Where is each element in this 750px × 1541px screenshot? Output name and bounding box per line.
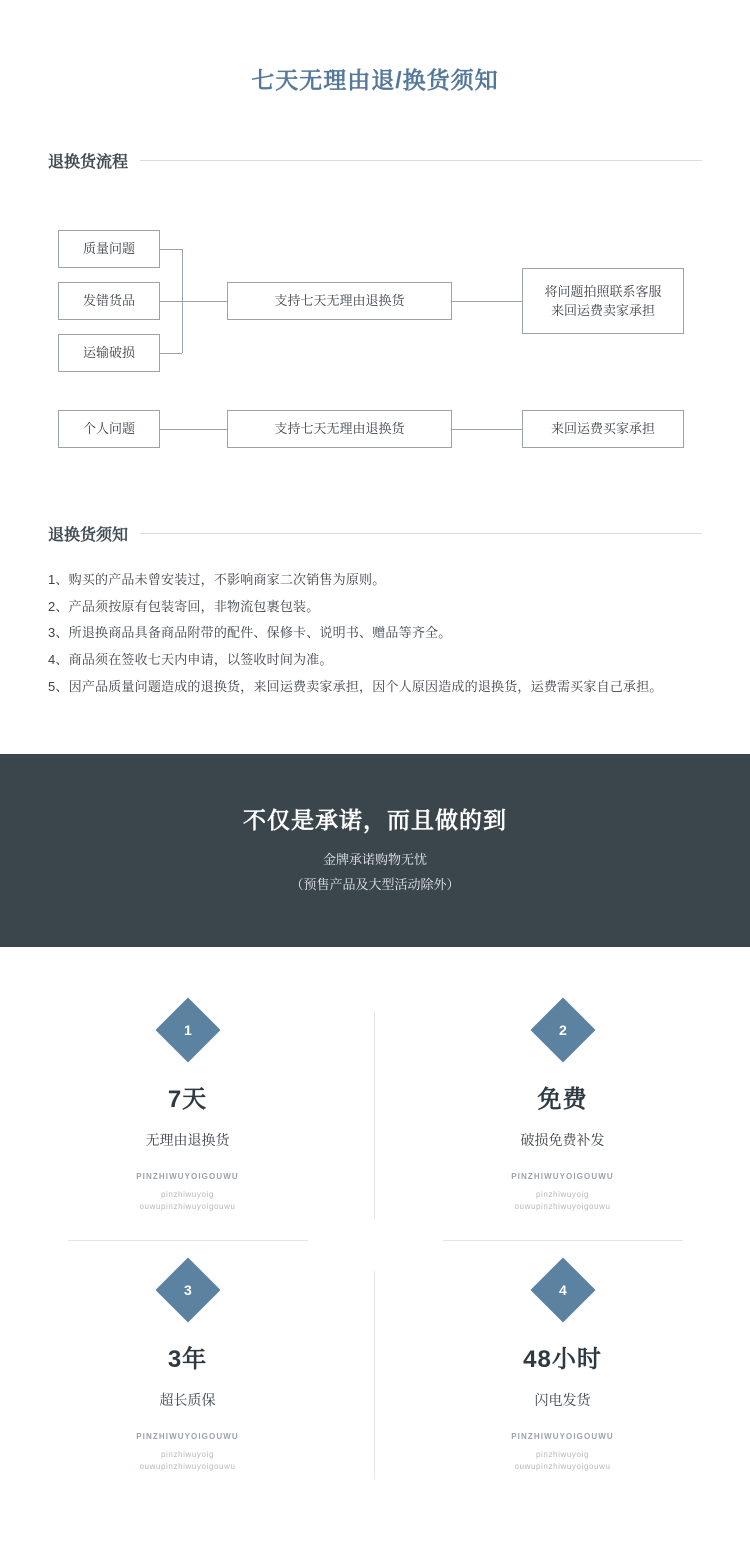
flow-connector (160, 249, 182, 250)
flow-middle-support (227, 282, 452, 320)
promise-number-4: 4 (558, 1282, 567, 1299)
promise-pinyin-line1-2: pinzhiwuyoig (535, 1190, 589, 1200)
promise-desc-1: 无理由退换货 (145, 1132, 230, 1149)
flow-cause-wrong-item (58, 282, 160, 320)
promise-card-3 (0, 1241, 375, 1501)
flow-middle-support-label: 支持七天无理由退换货 (274, 293, 405, 309)
promise-pinyin-line1-1: pinzhiwuyoig (160, 1190, 214, 1200)
flow-cause-quality (58, 230, 160, 268)
promise-desc-3: 超长质保 (159, 1392, 216, 1409)
flow-section-heading (48, 95, 702, 172)
flow-cause-damage (58, 334, 160, 372)
promise-pinyin-line1-3: pinzhiwuyoig (160, 1450, 214, 1460)
promise-desc-2: 破损免费补发 (520, 1132, 605, 1149)
promise-card-2 (375, 981, 750, 1241)
flow-result-seller-pays (522, 268, 684, 334)
promise-pinyin-caps-3: PINZHIWUYOIGOUWU (136, 1432, 239, 1442)
promise-pinyin-caps-4: PINZHIWUYOIGOUWU (511, 1432, 614, 1442)
list-item: 5、因产品质量问题造成的退换货，来回运费卖家承担，因个人原因造成的退换货，运费需买家自己承担。 (48, 678, 663, 694)
heading-divider (140, 160, 702, 161)
promise-title-4: 48小时 (523, 1346, 602, 1374)
promise-desc-4: 闪电发货 (534, 1392, 591, 1409)
promise-pinyin-line2-4: ouwupinzhiwuyoigouwu (514, 1462, 611, 1472)
diamond-badge-icon (155, 1258, 220, 1323)
promise-pinyin-line2-1: ouwupinzhiwuyoigouwu (139, 1202, 236, 1212)
flow-connector (160, 353, 182, 354)
promise-band-note: （预售产品及大型活动除外） (290, 877, 460, 893)
promise-pinyin-caps-1: PINZHIWUYOIGOUWU (136, 1172, 239, 1182)
flow-section-heading-text: 退换货流程 (48, 154, 129, 171)
flow-connector (452, 301, 522, 302)
flow-middle-support-2 (227, 410, 452, 448)
flow-result-line1: 将问题拍照联系客服 (544, 283, 662, 299)
promise-band (0, 754, 750, 947)
promise-card-1 (0, 981, 375, 1241)
flow-result-buyer-pays (522, 410, 684, 448)
list-item: 1、购买的产品未曾安装过，不影响商家二次销售为原则。 (48, 572, 386, 587)
notice-list (48, 567, 702, 700)
promise-number-3: 3 (183, 1282, 192, 1299)
promise-band-title: 不仅是承诺，而且做的到 (243, 807, 507, 834)
flow-result-buyer-pays-label: 来回运费买家承担 (550, 421, 655, 437)
page-title: 七天无理由退/换货须知 (251, 67, 499, 93)
flow-connector (182, 301, 227, 302)
promise-pinyin-line1-4: pinzhiwuyoig (535, 1450, 589, 1460)
diamond-badge-icon (530, 1258, 595, 1323)
flow-middle-support-2-label: 支持七天无理由退换货 (274, 421, 405, 437)
promise-pinyin-line2-3: ouwupinzhiwuyoigouwu (139, 1462, 236, 1472)
flow-cause-damage-label: 运输破损 (82, 345, 135, 361)
flow-result-line2: 来回运费卖家承担 (550, 303, 655, 318)
flow-connector (160, 301, 182, 302)
promise-grid (0, 947, 750, 1541)
list-item: 2、产品须按原有包装寄回，非物流包裹包装。 (48, 598, 320, 614)
diamond-badge-icon (530, 998, 595, 1063)
list-item: 3、所退换商品具备商品附带的配件、保修卡、说明书、赠品等齐全。 (48, 625, 452, 641)
list-item: 4、商品须在签收七天内申请，以签收时间为准。 (48, 651, 333, 667)
flow-cause-wrong-item-label: 发错货品 (82, 293, 135, 309)
flow-cause-quality-label: 质量问题 (82, 241, 135, 257)
flow-cause-personal (58, 410, 160, 448)
notice-section-heading (48, 468, 702, 545)
flow-cause-personal-label: 个人问题 (82, 421, 135, 437)
promise-pinyin-caps-2: PINZHIWUYOIGOUWU (511, 1172, 614, 1182)
flow-connector (160, 429, 227, 430)
heading-divider (140, 533, 702, 534)
returns-flow-diagram (0, 198, 750, 468)
promise-number-1: 1 (183, 1022, 192, 1039)
promise-title-1: 7天 (167, 1086, 208, 1114)
flow-connector (452, 429, 522, 430)
promise-band-subtitle: 金牌承诺购物无忧 (322, 852, 427, 868)
promise-number-2: 2 (558, 1022, 567, 1039)
notice-section-heading-text: 退换货须知 (48, 527, 129, 544)
promise-card-4 (375, 1241, 750, 1501)
promise-pinyin-line2-2: ouwupinzhiwuyoigouwu (514, 1202, 611, 1212)
promise-title-3: 3年 (167, 1346, 208, 1374)
promise-title-2: 免费 (537, 1086, 588, 1114)
diamond-badge-icon (155, 998, 220, 1063)
